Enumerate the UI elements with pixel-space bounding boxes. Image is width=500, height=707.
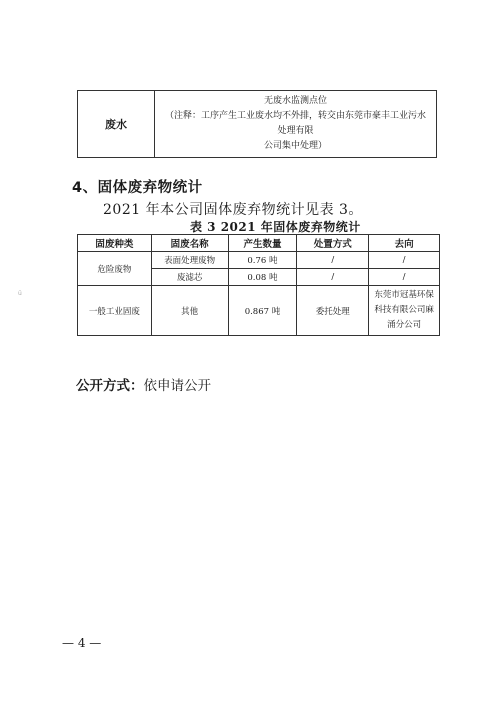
destination-cell: / [369, 252, 440, 269]
solid-waste-table [77, 234, 440, 336]
wastewater-content [155, 91, 437, 158]
category-cell: 危险废物 [78, 252, 152, 286]
content-line: （注释：工序产生工业废水均不外排，转交由东莞市豪丰工业污水处理有限 [164, 111, 426, 136]
disposal-cell: / [297, 269, 369, 286]
amount-cell: 0.76 吨 [228, 252, 297, 269]
name-cell: 废滤芯 [151, 269, 228, 286]
destination-line: 科技有限公司麻 [374, 305, 434, 315]
amount-cell: 0.08 吨 [228, 269, 297, 286]
disclosure-line [76, 374, 211, 394]
column-header: 去向 [369, 235, 440, 252]
wastewater-label: 废水 [78, 91, 155, 158]
destination-cell: / [369, 269, 440, 286]
column-header: 产生数量 [228, 235, 297, 252]
destination-cell [369, 286, 440, 336]
disclosure-label: 公开方式： [76, 378, 144, 394]
name-cell: 表面处理废物 [151, 252, 228, 269]
intro-paragraph: 2021 年本公司固体废弃物统计见表 3。 [103, 202, 363, 218]
disposal-cell: 委托处理 [297, 286, 369, 336]
content-line: 无废水监测点位 [263, 96, 327, 106]
page-number: — 4 — [62, 636, 102, 650]
destination-line: 涌分公司 [387, 320, 422, 330]
column-header: 固废种类 [78, 235, 152, 252]
wastewater-table [77, 90, 437, 158]
disclosure-value: 依申请公开 [143, 378, 211, 394]
column-header: 处置方式 [297, 235, 369, 252]
column-header: 固废名称 [151, 235, 228, 252]
margin-mark: ü [18, 290, 22, 297]
destination-line: 东莞市冠基环保 [374, 290, 434, 300]
name-cell: 其他 [151, 286, 228, 336]
category-cell: 一般工业固废 [78, 286, 152, 336]
disposal-cell: / [297, 252, 369, 269]
section-heading: 4、固体废弃物统计 [72, 180, 203, 196]
content-line: 公司集中处理） [263, 141, 327, 151]
table-row [78, 252, 440, 269]
table-row [78, 286, 440, 336]
table-row [78, 91, 437, 158]
amount-cell: 0.867 吨 [228, 286, 297, 336]
table-header-row [78, 235, 440, 252]
table-caption: 表 3 2021 年固体废弃物统计 [190, 220, 361, 234]
